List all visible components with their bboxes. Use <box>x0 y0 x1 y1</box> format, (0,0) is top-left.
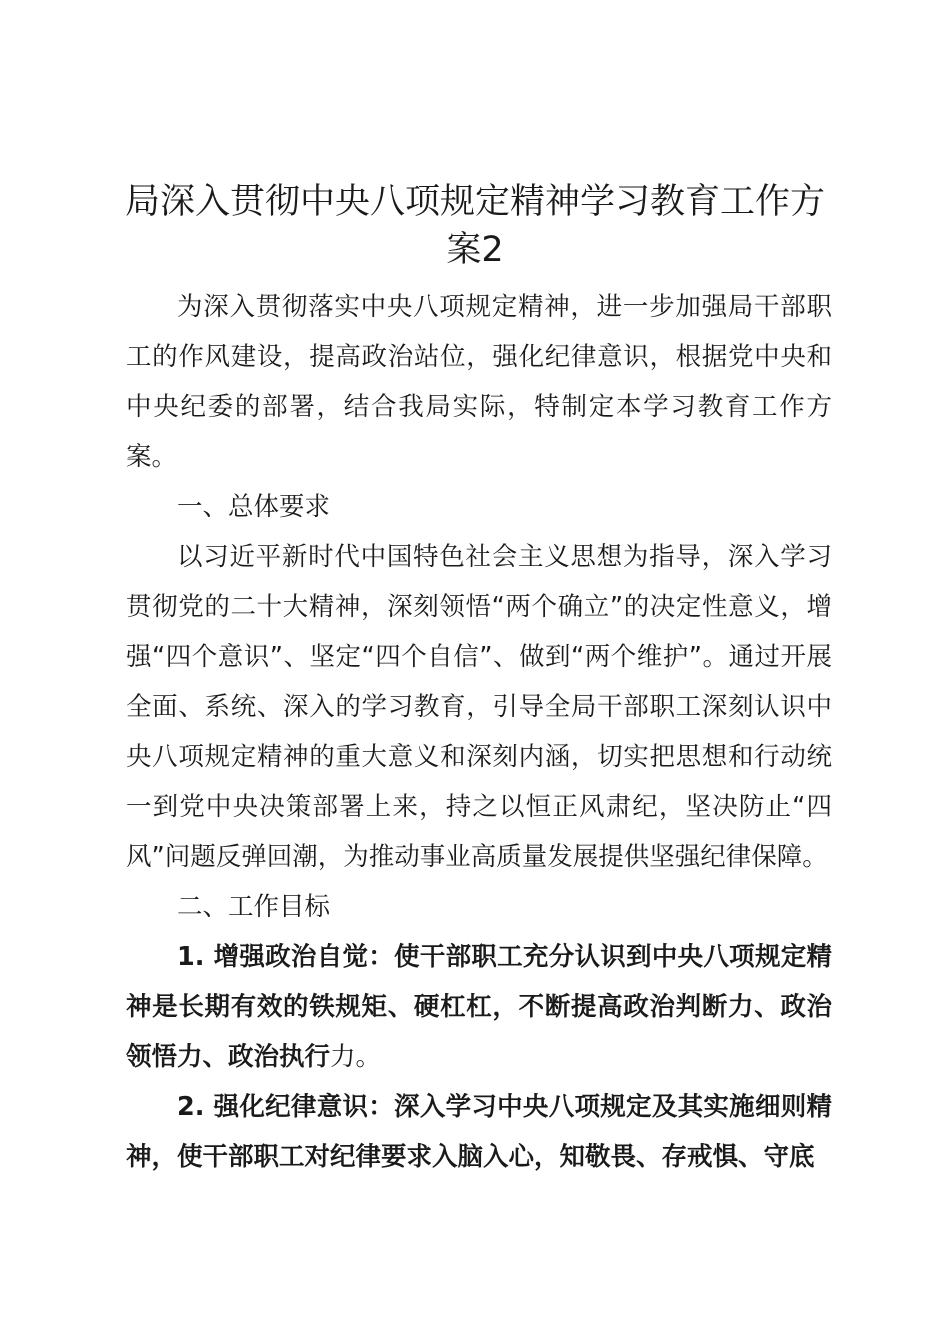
goal-1-plain-text: 力。 <box>330 1042 382 1072</box>
goal-2-paragraph <box>126 1082 832 1182</box>
goal-1-bold-text: 1. 增强政治自觉：使干部职工充分认识到中央八项规定精神是长期有效的铁规矩、硬杠杠，不断提高政治判断力、政治领悟力、政治执行 <box>126 942 832 1072</box>
document-title: 局深入贯彻中央八项规定精神学习教育工作方案2 <box>124 182 825 270</box>
goal-1-paragraph <box>126 932 832 1082</box>
section-heading-overall-requirements: 一、总体要求 <box>177 492 331 522</box>
section-heading-work-goals: 二、工作目标 <box>177 892 331 922</box>
document-body <box>126 282 832 1182</box>
overall-requirements-paragraph: 以习近平新时代中国特色社会主义思想为指导，深入学习贯彻党的二十大精神，深刻领悟“两个确立”的决定性意义，增强“四个意识”、坚定“四个自信”、做到“两个维护”。通过开展全面、系统、深入的学习教育，引导全局干部职工深刻认识中央八项规定精神的重大意义和深刻内涵，切实把思想和行动统一到党中央决策部署上来，持之以恒正风肃纪，坚决防止“四风”问题反弹回潮，为推动事业高质量发展提供坚强纪律保障。 <box>126 542 832 872</box>
intro-paragraph: 为深入贯彻落实中央八项规定精神，进一步加强局干部职工的作风建设，提高政治站位，强化纪律意识，根据党中央和中央纪委的部署，结合我局实际，特制定本学习教育工作方案。 <box>126 292 832 472</box>
goal-2-bold-text: 2. 强化纪律意识：深入学习中央八项规定及其实施细则精神，使干部职工对纪律要求入脑入心，知敬畏、存戒惧、守底 <box>126 1092 832 1172</box>
